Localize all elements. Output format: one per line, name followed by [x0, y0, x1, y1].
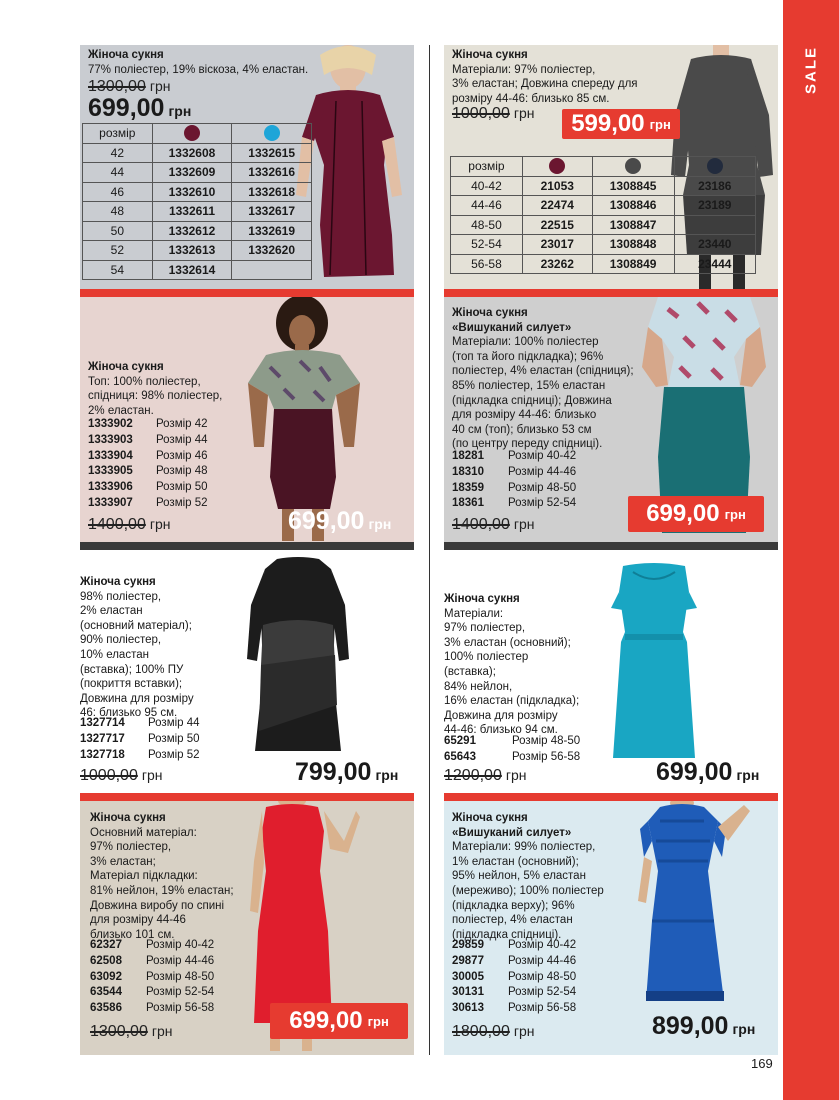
code-row: 62508 Розмір 44-46	[90, 954, 215, 967]
sale-price: 599,00 грн	[562, 109, 680, 139]
size-table	[82, 123, 312, 280]
description-line: 3% еластан; Довжина спереду для	[452, 78, 638, 91]
dress-image-turquoise	[609, 562, 699, 762]
dress-image-black-leather	[243, 555, 353, 755]
sale-strip	[783, 0, 839, 1100]
panel-bar	[80, 793, 414, 801]
description-line: (по центру переду спідниці).	[452, 438, 603, 451]
code-list	[88, 417, 208, 512]
code-list	[452, 449, 576, 512]
color-swatch-burgundy[interactable]	[549, 158, 565, 174]
description-line: (мереживо); 100% поліестер	[452, 884, 604, 897]
size-cell: 46	[83, 182, 153, 202]
product-title: Жіноча сукня	[444, 593, 520, 605]
code-cell: 1332612	[152, 221, 232, 241]
description-line: Матеріали: 100% поліестер	[452, 336, 599, 349]
size-table	[450, 156, 756, 274]
code-cell	[232, 260, 312, 280]
size-cell: 44-46	[451, 196, 523, 216]
code-cell: 23017	[522, 235, 592, 255]
old-price: 1400,00 грн	[452, 516, 535, 533]
description-line: 90% поліестер,	[80, 634, 162, 647]
code-cell: 1308845	[592, 176, 674, 196]
color-swatch-navy[interactable]	[707, 158, 723, 174]
description-line: Довжина для розміру	[444, 709, 558, 722]
description-line: розміру 44-46: близько 85 см.	[452, 92, 610, 105]
description-line: 3% еластан;	[90, 855, 156, 868]
code-row: 1327717 Розмір 50	[80, 732, 200, 745]
panel-bar	[80, 289, 414, 297]
product-title: Жіноча сукня	[80, 576, 156, 588]
description-line: (покриття вставки);	[80, 678, 183, 691]
description-line: 81% нейлон, 19% еластан;	[90, 884, 234, 897]
code-cell: 1332610	[152, 182, 232, 202]
code-row: 62327 Розмір 40-42	[90, 939, 215, 951]
dress-image-blue-lace	[634, 801, 769, 1011]
code-list	[80, 716, 200, 763]
code-row: 1333905 Розмір 48	[88, 465, 208, 478]
description-line: для розміру 44-46: близько	[452, 409, 597, 422]
description-line: 84% нейлон,	[444, 680, 513, 693]
size-header: розмір	[83, 124, 153, 144]
description-line: 97% поліестер,	[444, 622, 526, 635]
description-line: 46: близько 95 см.	[80, 707, 178, 720]
description-line: 100% поліестер	[444, 651, 529, 664]
sale-price: 699,00 грн	[628, 496, 764, 532]
size-header: розмір	[451, 157, 523, 177]
product-panel-2	[444, 45, 778, 297]
product-description: 77% поліестер, 19% віскоза, 4% еластан.	[88, 63, 309, 76]
description-line: 2% еластан	[80, 605, 143, 618]
code-row: 1333906 Розмір 50	[88, 481, 208, 494]
product-panel-6	[444, 555, 778, 795]
code-row: 1333904 Розмір 46	[88, 449, 208, 462]
description-line: 44-46: близько 94 см.	[444, 724, 558, 737]
description-line: спідниця: 98% поліестер,	[88, 390, 223, 403]
description-line: (вставка); 100% ПУ	[80, 663, 184, 676]
product-title: Жіноча сукня	[452, 49, 528, 61]
product-panel-8	[444, 793, 778, 1055]
panel-bar	[444, 793, 778, 801]
code-row: 1333902 Розмір 42	[88, 418, 208, 430]
description-line: Довжина виробу по спині	[90, 899, 225, 912]
description-line: 85% поліестер, 15% еластан	[452, 379, 606, 392]
old-price: 1000,00 грн	[452, 105, 535, 122]
description-line: (підкладка верху); 96%	[452, 899, 575, 912]
code-row: 18281 Розмір 40-42	[452, 450, 577, 462]
code-row: 30131 Розмір 52-54	[452, 986, 577, 999]
description-line: (топ та його підкладка); 96%	[452, 350, 604, 363]
code-cell: 23444	[674, 254, 755, 274]
panel-bar	[80, 542, 414, 550]
old-price: 1300,00 грн	[90, 1023, 173, 1040]
code-row: 18359 Розмір 48-50	[452, 481, 577, 494]
column-divider	[429, 45, 430, 1055]
product-title: Жіноча сукня	[88, 361, 164, 373]
code-row: 1333907 Розмір 52	[88, 496, 208, 509]
product-title: Жіноча сукня	[452, 307, 528, 319]
code-row: 18361 Розмір 52-54	[452, 497, 577, 510]
code-row: 1333903 Розмір 44	[88, 433, 208, 446]
description-line: Топ: 100% поліестер,	[88, 375, 201, 388]
code-cell: 1332620	[232, 241, 312, 261]
product-panel-7	[80, 793, 414, 1055]
code-row: 30613 Розмір 56-58	[452, 1002, 577, 1015]
code-cell: 1332614	[152, 260, 232, 280]
description-line: Матеріали: 97% поліестер,	[452, 63, 596, 76]
code-list	[452, 938, 576, 1017]
code-list	[90, 938, 214, 1017]
old-price: 1400,00 грн	[88, 516, 171, 533]
description-line: поліестер, 4% еластан (спідниця);	[452, 365, 634, 378]
description-line: (вставка);	[444, 665, 496, 678]
code-row: 63092 Розмір 48-50	[90, 970, 215, 983]
size-cell: 52	[83, 241, 153, 261]
description-line: 98% поліестер,	[80, 590, 162, 603]
sale-price: 899,00 грн	[652, 1012, 756, 1040]
size-cell: 40-42	[451, 176, 523, 196]
size-cell: 48-50	[451, 215, 523, 235]
sale-price: 699,00 грн	[656, 758, 760, 786]
product-panel-4	[444, 297, 778, 550]
code-cell: 22515	[522, 215, 592, 235]
size-cell: 44	[83, 163, 153, 183]
size-cell: 56-58	[451, 254, 523, 274]
product-panel-3	[80, 297, 414, 550]
code-cell: 1308849	[592, 254, 674, 274]
description-line: 1% еластан (основний);	[452, 855, 579, 868]
size-cell: 50	[83, 221, 153, 241]
color-swatch-burgundy[interactable]	[184, 125, 200, 141]
description-line: Довжина для розміру	[80, 692, 194, 705]
code-row: 29859 Розмір 40-42	[452, 939, 577, 951]
code-row: 63544 Розмір 52-54	[90, 986, 215, 999]
description-line: 97% поліестер,	[90, 841, 172, 854]
size-cell: 52-54	[451, 235, 523, 255]
sale-price: 699,00 грн	[270, 1003, 408, 1039]
description-line: Матеріали: 99% поліестер,	[452, 841, 596, 854]
panel-bar	[444, 542, 778, 550]
description-line: поліестер, 4% еластан	[452, 914, 573, 927]
description-line: близько 101 см.	[90, 928, 175, 941]
code-cell	[674, 215, 755, 235]
sale-price: 699,00 грн	[88, 94, 192, 122]
description-line: для розміру 44-46	[90, 914, 186, 927]
code-cell: 23186	[674, 176, 755, 196]
old-price: 1200,00 грн	[444, 767, 527, 784]
panel-bar	[444, 289, 778, 297]
product-subtitle: «Вишуканий силует»	[452, 826, 572, 839]
code-row: 65643 Розмір 56-58	[444, 750, 581, 763]
product-title: Жіноча сукня	[452, 812, 528, 824]
code-cell: 1308848	[592, 235, 674, 255]
description-line: 10% еластан	[80, 648, 149, 661]
product-title: Жіноча сукня	[88, 49, 164, 61]
description-line: 3% еластан (основний);	[444, 636, 571, 649]
sale-label: SALE	[802, 46, 820, 95]
code-cell: 21053	[522, 176, 592, 196]
code-row: 65291 Розмір 48-50	[444, 735, 581, 747]
description-line: (основний матеріал);	[80, 619, 192, 632]
code-cell: 1332608	[152, 143, 232, 163]
description-line: (підкладка спідниці); Довжина	[452, 394, 612, 407]
description-line: Матеріали:	[444, 607, 504, 620]
code-row: 1327718 Розмір 52	[80, 748, 200, 761]
description-line: (підкладка спідниці).	[452, 928, 562, 941]
code-cell: 23262	[522, 254, 592, 274]
size-cell: 48	[83, 202, 153, 222]
description-line: Основний матеріал:	[90, 826, 197, 839]
sale-price: 699,00 грн	[288, 507, 392, 535]
product-subtitle: «Вишуканий силует»	[452, 321, 572, 334]
old-price: 1000,00 грн	[80, 767, 163, 784]
code-row: 29877 Розмір 44-46	[452, 954, 577, 967]
size-cell: 42	[83, 143, 153, 163]
color-swatch-turquoise[interactable]	[264, 125, 280, 141]
description-line: 40 см (топ); близько 53 см	[452, 423, 592, 436]
code-cell: 1332615	[232, 143, 312, 163]
code-list	[444, 734, 580, 766]
code-cell: 1332616	[232, 163, 312, 183]
product-panel-5	[80, 555, 414, 795]
sale-price: 799,00 грн	[295, 758, 399, 786]
product-title: Жіноча сукня	[90, 812, 166, 824]
size-cell: 54	[83, 260, 153, 280]
code-cell: 1332618	[232, 182, 312, 202]
code-row: 63586 Розмір 56-58	[90, 1002, 215, 1015]
code-row: 18310 Розмір 44-46	[452, 465, 577, 478]
code-cell: 1332609	[152, 163, 232, 183]
product-panel-1	[80, 45, 414, 297]
code-cell: 1332617	[232, 202, 312, 222]
description-line: 2% еластан.	[88, 404, 154, 417]
dress-image-floral-top	[240, 297, 380, 541]
description-line: 16% еластан (підкладка);	[444, 695, 580, 708]
color-swatch-charcoal[interactable]	[625, 158, 641, 174]
code-cell: 23440	[674, 235, 755, 255]
code-cell: 1332611	[152, 202, 232, 222]
page-number: 169	[751, 1056, 773, 1071]
code-cell: 1332613	[152, 241, 232, 261]
code-cell: 1308846	[592, 196, 674, 216]
description-line: Матеріал підкладки:	[90, 870, 198, 883]
description-line: 95% нейлон, 5% еластан	[452, 870, 586, 883]
code-cell: 23189	[674, 196, 755, 216]
code-cell: 1308847	[592, 215, 674, 235]
old-price: 1800,00 грн	[452, 1023, 535, 1040]
code-cell: 1332619	[232, 221, 312, 241]
code-cell: 22474	[522, 196, 592, 216]
code-row: 30005 Розмір 48-50	[452, 970, 577, 983]
code-row: 1327714 Розмір 44	[80, 717, 200, 729]
old-price: 1300,00 грн	[88, 78, 171, 95]
